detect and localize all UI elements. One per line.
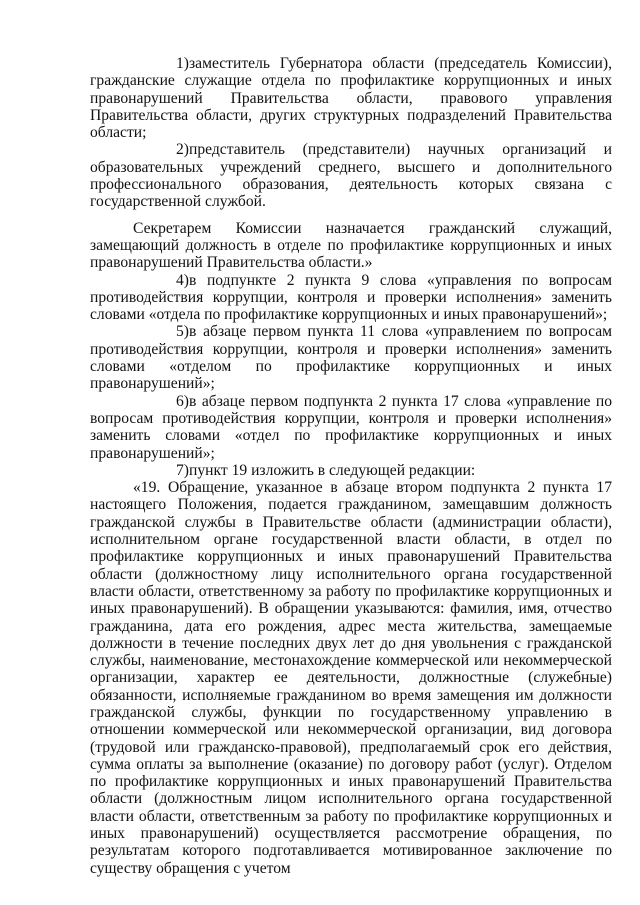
list-item-7: [90, 462, 612, 479]
item-number: 6): [176, 392, 189, 410]
list-item-5: [90, 323, 612, 392]
item-number: 2): [176, 141, 189, 159]
item-text: в абзаце первом пункта 11 слова «управлением по вопросам противодействия коррупции, контроля и проверки исполнения» заменить словами «отделом по профилактике коррупционных и иных правонарушений»;: [90, 323, 612, 393]
list-item-2: [90, 141, 612, 210]
paragraph-text: Секретарем Комиссии назначается гражданский служащий, замещающий должность в отделе по профилактике коррупционных и иных правонарушений Правительства области.»: [90, 219, 612, 272]
item-number: 1): [176, 55, 189, 72]
item-text: заместитель Губернатора области (председатель Комиссии), гражданские служащие отдела по профилактике коррупционных и иных правонарушений Правительства области, правового управления Правительства области, других структурных подразделений Правительства области;: [90, 55, 612, 142]
secretary-paragraph: [90, 220, 612, 272]
list-item-4: [90, 272, 612, 324]
item-number: 7): [176, 461, 189, 479]
document-body: [90, 55, 612, 877]
paragraph-text: «19. Обращение, указанное в абзаце втором подпункта 2 пункта 17 настоящего Положения, подается гражданином, замещавшим должность гражданской службы в Правительстве области (администрации области), исполнительном органе государственной власти области, в отдел по профилактике коррупционных и иных правонарушений Правительства области (должностному лицу исполнительного органа государственной власти области, ответственному за работу по профилактике коррупционных и иных правонарушений). В обращении указываются: фамилия, имя, отчество гражданина, дата его рождения, адрес места жительства, замещаемые должности в течение последних двух лет до дня увольнения с гражданской службы, наименование, местонахождение коммерческой или некоммерческой организации, характер ее деятельности, должностные (служебные) обязанности, исполняемые гражданином во время замещения им должности гражданской службы, функции по государственному управлению в отношении коммерческой или некоммерческой организации, вид договора (трудовой или гражданско-правовой), предполагаемый срок его действия, сумма оплаты за выполнение (оказание) по договору работ (услуг). Отделом по профилактике коррупционных и иных правонарушений Правительства области (должностным лицом исполнительного органа государственной власти области, ответственным за работу по профилактике коррупционных и иных правонарушений) осуществляется рассмотрение обращения, по результатам которого подготавливается мотивированное заключение по существу обращения с учетом: [90, 479, 612, 877]
list-item-6: [90, 393, 612, 462]
list-item-1: [90, 55, 612, 141]
item-number: 4): [176, 271, 189, 289]
paragraph-19: [90, 479, 612, 877]
item-text: в абзаце первом подпункта 2 пункта 17 слова «управление по вопросам противодействия коррупции, контроля и проверки исполнения» заменить словами «отдел по профилактике коррупционных и иных правонарушений»;: [90, 392, 612, 462]
item-text: пункт 19 изложить в следующей редакции:: [189, 461, 476, 479]
item-number: 5): [176, 323, 189, 341]
item-text: представитель (представители) научных организаций и образовательных учреждений среднего, высшего и дополнительного профессионального образования, деятельность которых связана с государственной службой.: [90, 141, 612, 211]
item-text: в подпункте 2 пункта 9 слова «управления по вопросам противодействия коррупции, контроля и проверки исполнения» заменить словами «отдела по профилактике коррупционных и иных правонарушений»;: [90, 271, 612, 324]
